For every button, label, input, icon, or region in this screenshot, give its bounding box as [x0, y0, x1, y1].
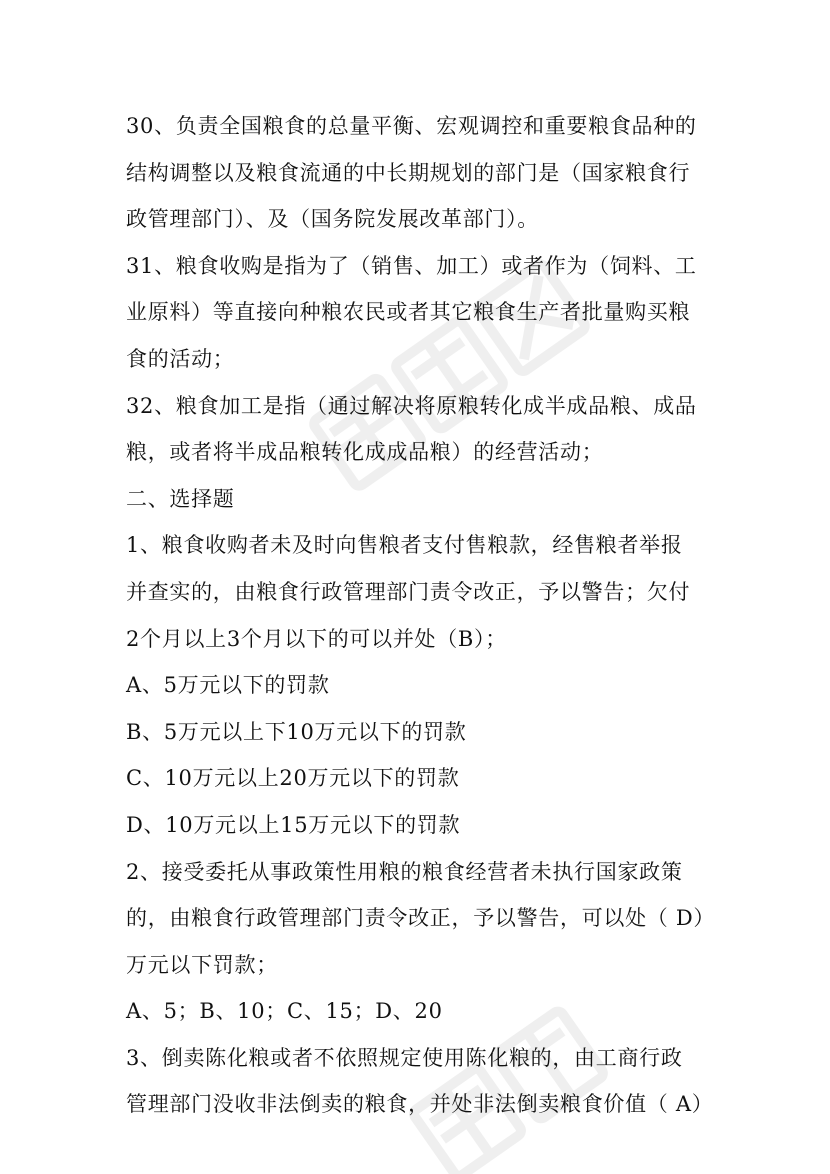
- text-line: 政管理部门）、及（国务院发展改革部门）。: [126, 207, 539, 232]
- text-line: 32、粮食加工是指（通过解决将原粮转化成半成品粮、成品: [126, 393, 697, 418]
- text-line: 食的活动；: [126, 346, 235, 371]
- text-line: 万元以下罚款；: [126, 952, 278, 977]
- text-line: 31、粮食收购是指为了（销售、加工）或者作为（饲料、工: [126, 253, 697, 278]
- text-line: 并查实的，由粮食行政管理部门责令改正，予以警告；欠付: [126, 579, 691, 604]
- document-body: [126, 103, 716, 1128]
- option-line: B、5万元以上下10万元以下的罚款: [126, 719, 467, 744]
- text-line: 2个月以上3个月以下的可以并处（B）；: [126, 626, 507, 651]
- option-line: A、5万元以下的罚款: [126, 673, 330, 698]
- text-line: 1、粮食收购者未及时向售粮者支付售粮款，经售粮者举报: [126, 533, 683, 558]
- text-line: 粮，或者将半成品粮转化成成品粮）的经营活动；: [126, 440, 604, 465]
- text-line: 结构调整以及粮食流通的中长期规划的部门是（国家粮食行: [126, 160, 691, 185]
- option-line: A、5；B、10；C、15；D、20: [126, 999, 443, 1024]
- section-heading: 二、选择题: [126, 486, 235, 511]
- text-line: 业原料）等直接向种粮农民或者其它粮食生产者批量购买粮: [126, 300, 691, 325]
- text-line: 30、负责全国粮食的总量平衡、宏观调控和重要粮食品种的: [126, 114, 697, 138]
- option-line: C、10万元以上20万元以下的罚款: [126, 766, 460, 791]
- option-line: D、10万元以上15万元以下的罚款: [126, 812, 461, 837]
- text-line: 2、接受委托从事政策性用粮的粮食经营者未执行国家政策: [126, 859, 683, 884]
- text-line: 的，由粮食行政管理部门责令改正，予以警告，可以处（ D）: [126, 906, 716, 931]
- text-line: 3、倒卖陈化粮或者不依照规定使用陈化粮的，由工商行政: [126, 1045, 683, 1070]
- text-line: 管理部门没收非法倒卖的粮食，并处非法倒卖粮食价值（ A）: [126, 1092, 714, 1117]
